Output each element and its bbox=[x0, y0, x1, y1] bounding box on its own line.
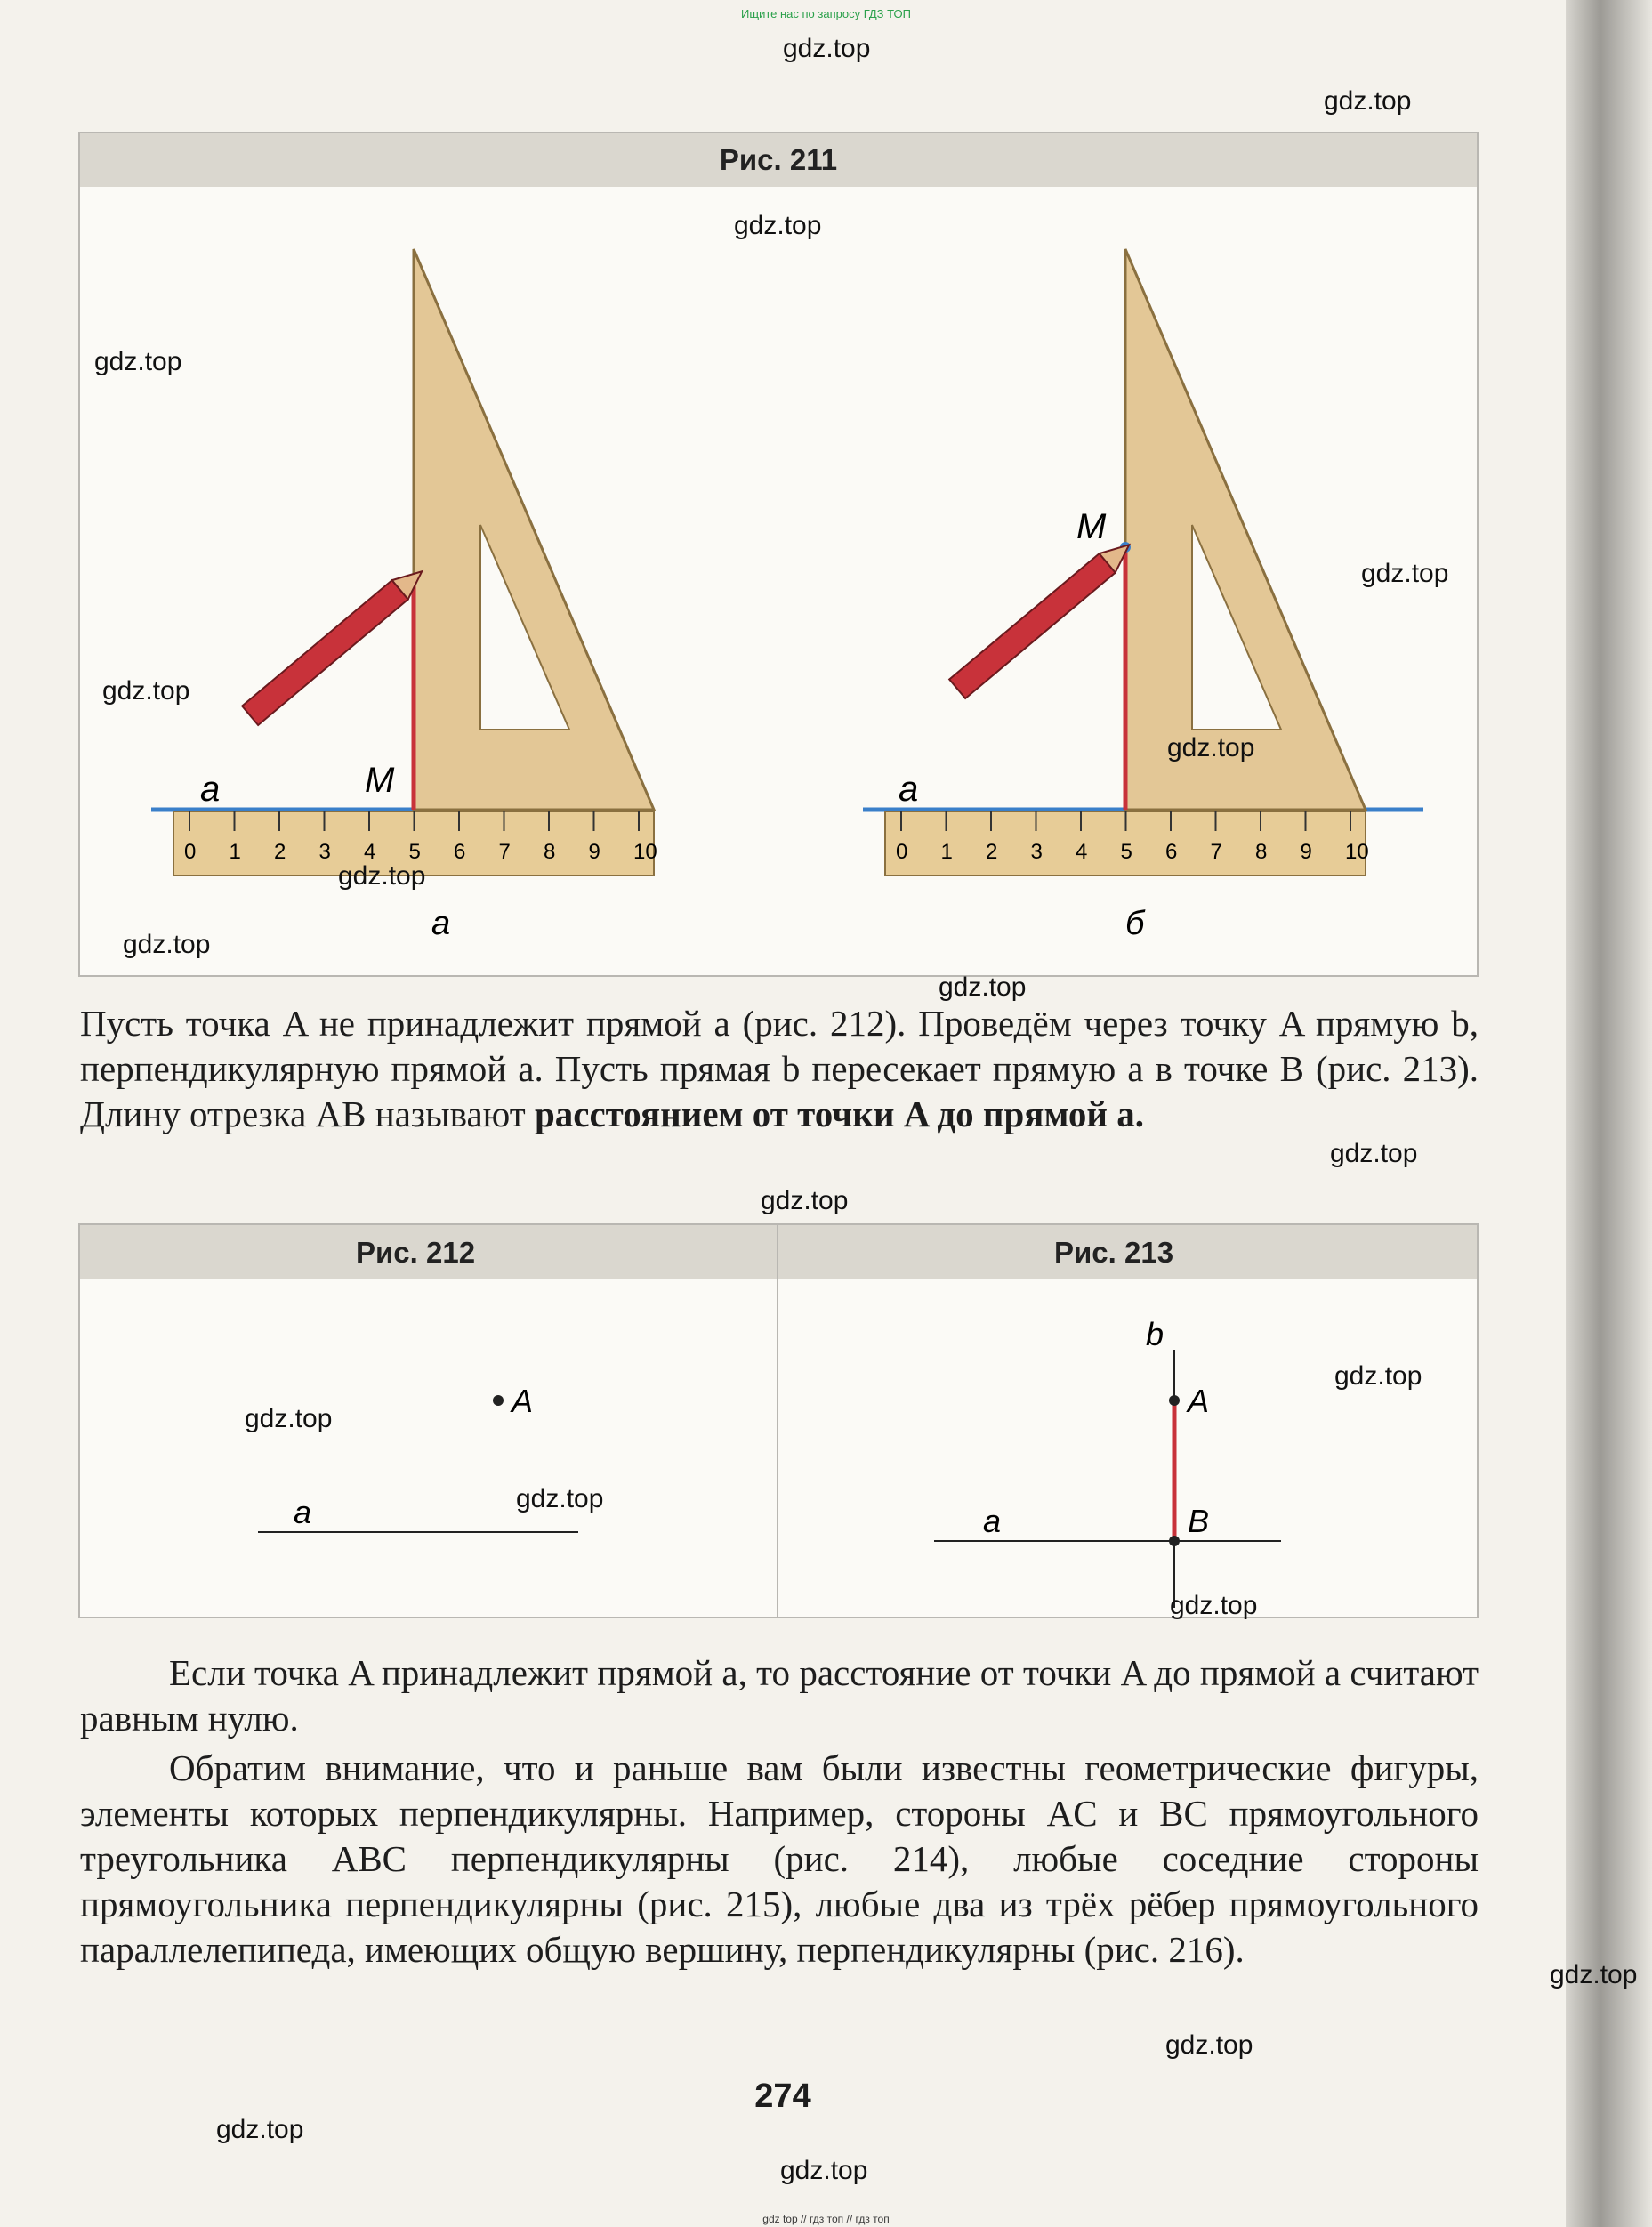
line-a-label: a bbox=[899, 770, 919, 809]
watermark: gdz.top bbox=[123, 930, 211, 959]
watermark: gdz.top bbox=[761, 1186, 849, 1215]
line-a-label: a bbox=[294, 1494, 312, 1530]
point-a-label: A bbox=[512, 1383, 534, 1419]
ruler-tick-label: 1 bbox=[229, 840, 241, 864]
figure-212-213-drawing bbox=[80, 1279, 1477, 1617]
watermark: gdz.top bbox=[102, 676, 190, 706]
watermark: gdz.top bbox=[1167, 733, 1255, 763]
watermark: gdz.top bbox=[245, 1404, 333, 1433]
ruler-tick-label: 5 bbox=[1120, 840, 1132, 864]
watermark: gdz.top bbox=[1334, 1361, 1422, 1391]
line-a-label: a bbox=[983, 1503, 1002, 1539]
ruler-tick-label: 7 bbox=[1210, 840, 1222, 864]
watermark: gdz.top bbox=[94, 347, 182, 376]
paragraph-1-text: Пусть точка A не принадлежит прямой a (рис. 212). Проведём через точку A прямую b, перпендикулярную прямой a. Пусть прямая b пересекает прямую a в точке B (рис. 213). Длину отрезка AB называют bbox=[80, 1003, 1479, 1134]
figure-211-drawing bbox=[80, 187, 1477, 975]
ruler-tick-label: 3 bbox=[1030, 840, 1043, 864]
figure-212-title: Рис. 212 bbox=[356, 1236, 476, 1269]
figure-213 bbox=[934, 1316, 1281, 1608]
page-number: 274 bbox=[754, 2078, 811, 2115]
ruler-tick-label: 7 bbox=[498, 840, 511, 864]
figure-213-title: Рис. 213 bbox=[1054, 1236, 1174, 1269]
watermark: gdz.top bbox=[734, 211, 822, 240]
top-banner: Ищите нас по запросу ГДЗ ТОП bbox=[741, 7, 911, 20]
line-b-label: b bbox=[1146, 1316, 1164, 1352]
ruler-tick-label: 4 bbox=[1076, 840, 1088, 864]
ruler-tick-label: 9 bbox=[1300, 840, 1312, 864]
watermark: gdz.top bbox=[939, 972, 1027, 1002]
paragraph-1-bold: расстоянием от точки A до прямой a. bbox=[534, 1093, 1144, 1134]
point-a-label: A bbox=[1188, 1383, 1210, 1419]
pencil bbox=[949, 536, 1137, 698]
paragraph-2: Если точка A принадлежит прямой a, то расстояние от точки A до прямой a считают равным нулю. bbox=[80, 1652, 1479, 1739]
point-a bbox=[493, 1395, 504, 1406]
watermark: gdz.top bbox=[1330, 1139, 1418, 1168]
ruler-tick-label: 3 bbox=[318, 840, 331, 864]
point-b-label: B bbox=[1188, 1503, 1210, 1539]
ruler-tick-label: 2 bbox=[274, 840, 286, 864]
watermark: gdz.top bbox=[783, 34, 871, 63]
page-edge-shadow bbox=[1566, 0, 1652, 2227]
watermark: gdz.top bbox=[216, 2115, 304, 2144]
ruler-tick-label: 1 bbox=[940, 840, 953, 864]
bottom-banner: gdz top // гдз топ // гдз топ bbox=[762, 2213, 890, 2225]
paragraph-1 bbox=[80, 1001, 1479, 1137]
ruler-tick-label: 5 bbox=[408, 840, 421, 864]
watermark: gdz.top bbox=[1361, 559, 1449, 588]
ruler-tick-label: 10 bbox=[1345, 840, 1369, 864]
watermark: gdz.top bbox=[338, 861, 426, 891]
ruler-tick-label: 4 bbox=[364, 840, 376, 864]
point-m-label: M bbox=[365, 761, 395, 800]
ruler-tick-label: 0 bbox=[184, 840, 197, 864]
point-m-label: M bbox=[1076, 507, 1107, 546]
figure-211-panel-a bbox=[151, 249, 654, 942]
watermark: gdz.top bbox=[1165, 2030, 1253, 2060]
watermark: gdz.top bbox=[516, 1484, 604, 1513]
watermark: gdz.top bbox=[1324, 86, 1412, 116]
figure-211-title: Рис. 211 bbox=[80, 133, 1477, 187]
ruler-tick-label: 2 bbox=[986, 840, 998, 864]
figure-211-panel-b bbox=[863, 249, 1423, 942]
point-b bbox=[1169, 1536, 1180, 1546]
figure-header-row bbox=[80, 1225, 1477, 1279]
pencil bbox=[242, 562, 430, 725]
ruler-tick-label: 8 bbox=[1255, 840, 1268, 864]
watermark: gdz.top bbox=[1550, 1960, 1638, 1989]
watermark: gdz.top bbox=[1170, 1591, 1258, 1620]
ruler-tick-label: 9 bbox=[588, 840, 600, 864]
caption-b: б bbox=[1125, 905, 1145, 942]
ruler-tick-label: 6 bbox=[1165, 840, 1178, 864]
ruler-tick-label: 0 bbox=[896, 840, 908, 864]
ruler-tick-label: 6 bbox=[454, 840, 466, 864]
paragraph-3: Обратим внимание, что и раньше вам были известны геометрические фигуры, элементы которых перпендикулярны. Например, стороны AC и BC прямоугольного треугольника ABC перпендикулярны (рис. 214), любые соседние стороны прямоугольника перпендикулярны (рис. 215), любые два из трёх рёбер прямоугольного параллелепипеда, имеющих общую вершину, перпендикулярны (рис. 216). bbox=[80, 1747, 1479, 1970]
point-a bbox=[1169, 1395, 1180, 1406]
ruler-tick-label: 8 bbox=[544, 840, 556, 864]
watermark: gdz.top bbox=[780, 2156, 868, 2185]
caption-a: а bbox=[431, 905, 451, 942]
line-a-label: a bbox=[200, 770, 221, 809]
figure-211 bbox=[78, 132, 1479, 977]
ruler-tick-label: 10 bbox=[633, 840, 657, 864]
